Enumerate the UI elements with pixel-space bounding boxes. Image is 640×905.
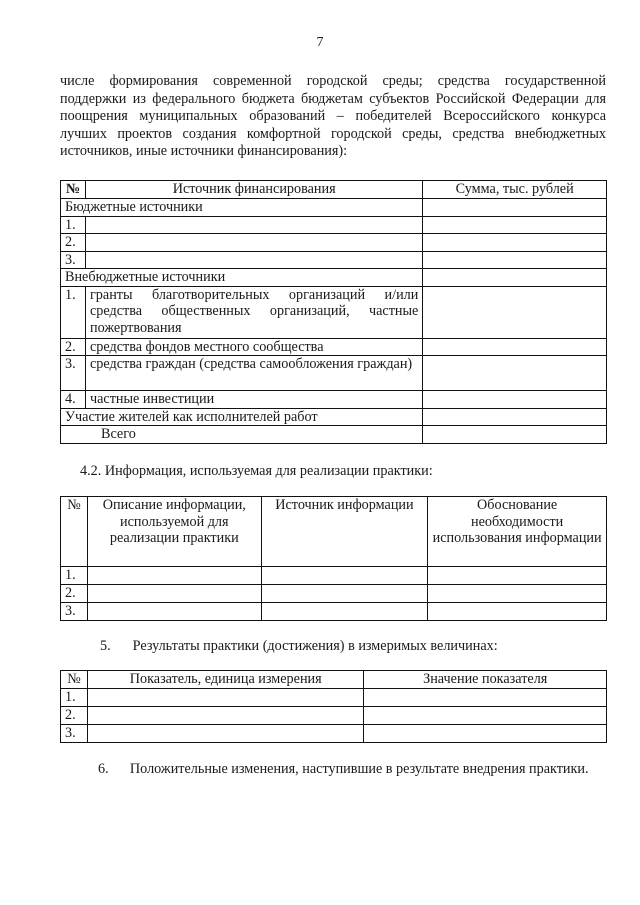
info-table bbox=[60, 496, 607, 621]
row-number: 3. bbox=[61, 356, 86, 391]
table-cell bbox=[428, 585, 607, 603]
row-number: 1. bbox=[61, 567, 88, 585]
section-5-text: Результаты практики (достижения) в измеримых величинах: bbox=[132, 638, 498, 654]
section-4-2-heading: 4.2. Информация, используемая для реализации практики: bbox=[80, 463, 433, 479]
row-number: 4. bbox=[61, 391, 86, 409]
table-row bbox=[61, 338, 607, 356]
page-number: 7 bbox=[316, 35, 324, 50]
row-number: 1. bbox=[61, 216, 86, 234]
section-6-text: Положительные изменения, наступившие в результате внедрения практики. bbox=[129, 761, 589, 777]
table-cell bbox=[85, 234, 422, 252]
header-cell: Источник финансирования bbox=[85, 181, 422, 199]
header-cell: Значение показателя bbox=[364, 671, 607, 689]
table-row bbox=[61, 497, 607, 567]
table-cell bbox=[423, 234, 607, 252]
table-row bbox=[61, 567, 607, 585]
row-number: 1. bbox=[61, 286, 86, 338]
section-5-heading bbox=[100, 638, 498, 655]
header-cell: Показатель, единица измерения bbox=[87, 671, 363, 689]
table-cell bbox=[423, 199, 607, 217]
row-number: 2. bbox=[61, 585, 88, 603]
table-row bbox=[61, 707, 607, 725]
source-cell: гранты благотворительных организаций и/или средства общественных организаций, частные пожертвования bbox=[85, 286, 422, 338]
table-cell bbox=[87, 567, 261, 585]
table-cell bbox=[423, 426, 607, 444]
table-row bbox=[61, 356, 607, 391]
intro-paragraph: числе формирования современной городской среды; средства государственной поддержки из федерального бюджета бюджетам субъектов Российской Федерации для поощрения муниципальных образований – победителей Всероссийского конкурса лучших проектов создания комфортной городской среды, средства внебюджетных источников, иные источники финансирования): bbox=[60, 73, 606, 159]
results-table bbox=[60, 670, 607, 743]
table-cell bbox=[428, 567, 607, 585]
table-row bbox=[61, 234, 607, 252]
section-6-number: 6. bbox=[98, 761, 109, 777]
section-label: Бюджетные источники bbox=[61, 199, 423, 217]
table-cell bbox=[261, 567, 428, 585]
table-row bbox=[61, 199, 607, 217]
table-cell bbox=[423, 338, 607, 356]
table-row bbox=[61, 216, 607, 234]
row-number: 2. bbox=[61, 338, 86, 356]
table-row bbox=[61, 181, 607, 199]
table-row bbox=[61, 426, 607, 444]
table-row bbox=[61, 585, 607, 603]
header-cell: Сумма, тыс. рублей bbox=[423, 181, 607, 199]
table-cell bbox=[261, 585, 428, 603]
table-cell bbox=[364, 689, 607, 707]
table-cell bbox=[423, 356, 607, 391]
row-number: 1. bbox=[61, 689, 88, 707]
header-cell: № bbox=[61, 181, 86, 199]
table-cell bbox=[364, 725, 607, 743]
table-row bbox=[61, 269, 607, 287]
row-number: 3. bbox=[61, 603, 88, 621]
header-cell: Описание информации, используемой для реализации практики bbox=[87, 497, 261, 567]
section-label: Внебюджетные источники bbox=[61, 269, 423, 287]
table-row bbox=[61, 408, 607, 426]
table-cell bbox=[87, 689, 363, 707]
table-cell bbox=[87, 585, 261, 603]
source-cell: частные инвестиции bbox=[85, 391, 422, 409]
table-cell bbox=[261, 603, 428, 621]
table-row bbox=[61, 603, 607, 621]
table-cell bbox=[87, 603, 261, 621]
header-cell: № bbox=[61, 497, 88, 567]
table-cell bbox=[423, 269, 607, 287]
table-cell bbox=[364, 707, 607, 725]
table-row bbox=[61, 251, 607, 269]
table-row bbox=[61, 286, 607, 338]
section-6-paragraph bbox=[60, 761, 606, 779]
table-cell bbox=[85, 216, 422, 234]
funding-table bbox=[60, 180, 607, 444]
source-cell: средства граждан (средства самообложения граждан) bbox=[85, 356, 422, 391]
header-cell: Источник информации bbox=[261, 497, 428, 567]
row-number: 2. bbox=[61, 707, 88, 725]
source-cell: средства фондов местного сообщества bbox=[85, 338, 422, 356]
table-cell bbox=[423, 408, 607, 426]
table-row bbox=[61, 689, 607, 707]
table-cell bbox=[87, 725, 363, 743]
table-row bbox=[61, 391, 607, 409]
table-row bbox=[61, 725, 607, 743]
table-cell bbox=[428, 603, 607, 621]
table-cell bbox=[85, 251, 422, 269]
table-cell bbox=[87, 707, 363, 725]
table-cell bbox=[423, 286, 607, 338]
header-cell: Обоснование необходимости использования информации bbox=[428, 497, 607, 567]
section-5-number: 5. bbox=[100, 638, 111, 654]
row-number: 3. bbox=[61, 725, 88, 743]
row-number: 2. bbox=[61, 234, 86, 252]
table-cell bbox=[423, 216, 607, 234]
total-label: Всего bbox=[61, 426, 423, 444]
table-row bbox=[61, 671, 607, 689]
header-cell: № bbox=[61, 671, 88, 689]
row-number: 3. bbox=[61, 251, 86, 269]
table-cell bbox=[423, 391, 607, 409]
table-cell bbox=[423, 251, 607, 269]
section-label: Участие жителей как исполнителей работ bbox=[61, 408, 423, 426]
